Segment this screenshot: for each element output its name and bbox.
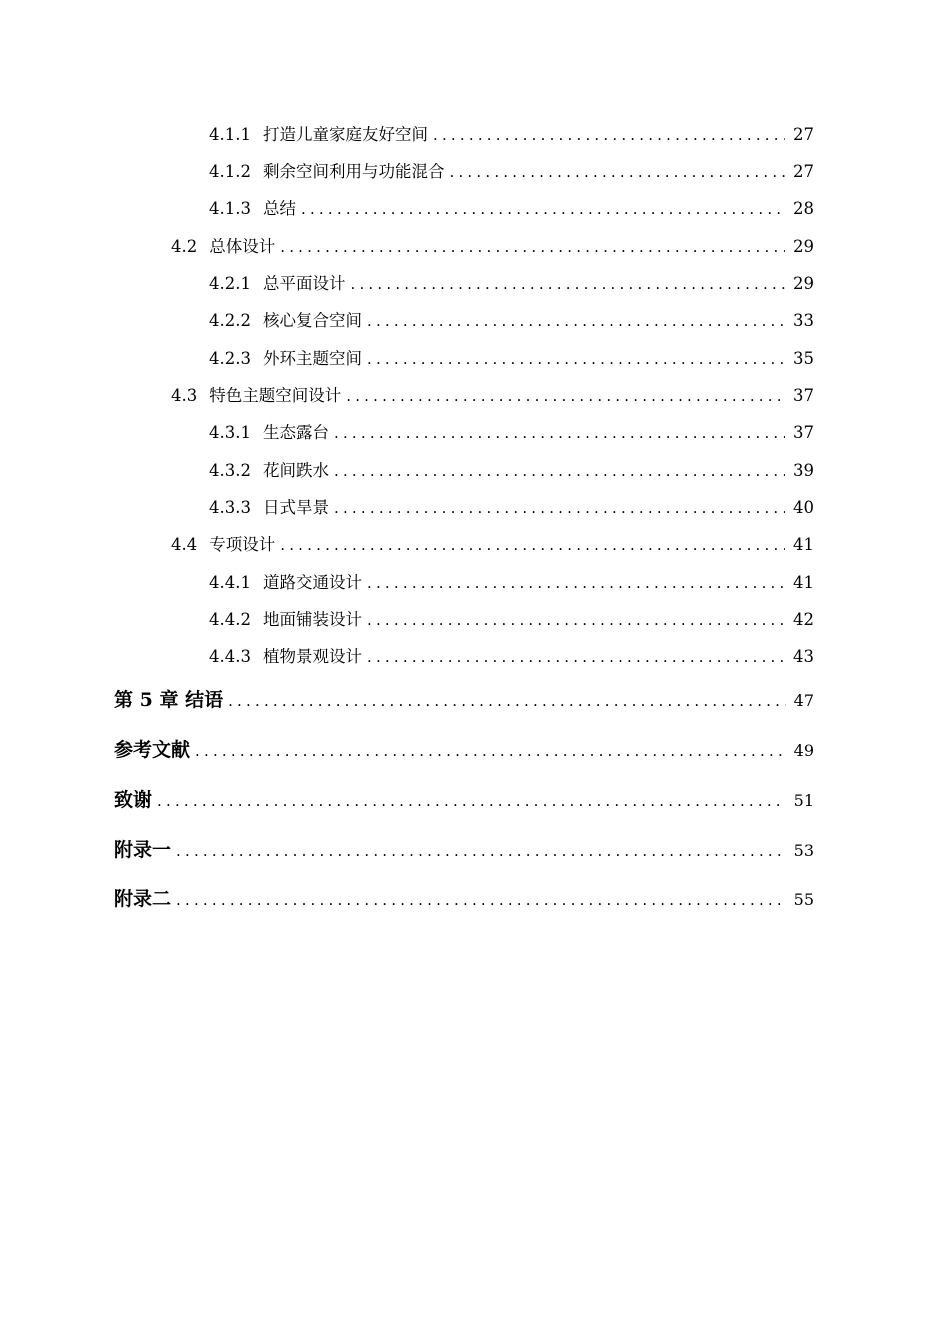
toc-title: 打造儿童家庭友好空间 bbox=[262, 125, 428, 144]
toc-title: 地面铺装设计 bbox=[262, 610, 362, 629]
toc-number: 4.1.3 bbox=[209, 199, 251, 218]
toc-page-number: 35 bbox=[793, 349, 814, 368]
toc-title: 附录二 bbox=[114, 888, 172, 910]
toc-page-number: 51 bbox=[793, 791, 814, 810]
toc-number: 4.2.3 bbox=[209, 349, 251, 368]
toc-entry-4-4-2[interactable] bbox=[209, 606, 814, 630]
toc-title: 总平面设计 bbox=[262, 274, 346, 293]
toc-leader-dots bbox=[176, 891, 786, 909]
toc-title: 特色主题空间设计 bbox=[209, 386, 342, 405]
toc-number: 4.2 bbox=[171, 237, 198, 256]
toc-title: 核心复合空间 bbox=[262, 311, 362, 330]
toc-leader-dots bbox=[334, 424, 785, 442]
toc-leader-dots bbox=[367, 350, 785, 368]
toc-number: 4.4.3 bbox=[209, 647, 251, 666]
toc-page-number: 43 bbox=[793, 647, 814, 666]
toc-number: 4.1.2 bbox=[209, 162, 251, 181]
toc-page-number: 49 bbox=[793, 741, 814, 760]
toc-entry-4-4[interactable] bbox=[171, 531, 814, 555]
toc-entry-4-3-2[interactable] bbox=[209, 457, 814, 481]
toc-title: 总结 bbox=[262, 199, 296, 218]
toc-leader-dots bbox=[334, 462, 785, 480]
toc-entry-4-2[interactable] bbox=[171, 233, 814, 257]
toc-entry-4-1-2[interactable] bbox=[209, 158, 814, 182]
toc-leader-dots bbox=[367, 574, 785, 592]
toc-entry-chapter-5[interactable] bbox=[114, 685, 814, 712]
toc-title: 生态露台 bbox=[262, 423, 329, 442]
toc-leader-dots bbox=[346, 387, 785, 405]
toc-page-number: 28 bbox=[793, 199, 814, 218]
toc-entry-references[interactable] bbox=[114, 735, 814, 762]
toc-page-number: 29 bbox=[793, 274, 814, 293]
toc-title: 专项设计 bbox=[209, 535, 276, 554]
toc-number: 4.3.1 bbox=[209, 423, 251, 442]
toc-title: 植物景观设计 bbox=[262, 647, 362, 666]
toc-page-number: 37 bbox=[793, 386, 814, 405]
toc-number: 4.3.3 bbox=[209, 498, 251, 517]
toc-entry-4-2-3[interactable] bbox=[209, 345, 814, 369]
toc-leader-dots bbox=[157, 792, 786, 810]
toc-page-number: 40 bbox=[793, 498, 814, 517]
toc-leader-dots bbox=[449, 163, 785, 181]
toc-leader-dots bbox=[280, 536, 785, 554]
toc-number: 4.1.1 bbox=[209, 125, 251, 144]
toc-title: 附录一 bbox=[114, 839, 172, 861]
toc-number: 4.4.1 bbox=[209, 573, 251, 592]
toc-entry-4-3-1[interactable] bbox=[209, 419, 814, 443]
toc-page-number: 27 bbox=[793, 125, 814, 144]
toc-title: 外环主题空间 bbox=[262, 349, 362, 368]
toc-entry-4-4-3[interactable] bbox=[209, 643, 814, 667]
toc-title: 剩余空间利用与功能混合 bbox=[262, 162, 445, 181]
toc-entry-4-1-3[interactable] bbox=[209, 195, 814, 219]
toc-page-number: 53 bbox=[793, 841, 814, 860]
toc-leader-dots bbox=[367, 648, 785, 666]
toc-entry-4-1-1[interactable] bbox=[209, 121, 814, 145]
toc-number: 4.4 bbox=[171, 535, 198, 554]
toc-entry-4-4-1[interactable] bbox=[209, 569, 814, 593]
toc-number: 4.2.2 bbox=[209, 311, 251, 330]
toc-entry-4-3-3[interactable] bbox=[209, 494, 814, 518]
toc-number: 4.2.1 bbox=[209, 274, 251, 293]
toc-number: 4.3 bbox=[171, 386, 198, 405]
toc-leader-dots bbox=[176, 842, 786, 860]
toc-page-number: 29 bbox=[793, 237, 814, 256]
toc-page-number: 41 bbox=[793, 573, 814, 592]
toc-entry-4-2-1[interactable] bbox=[209, 270, 814, 294]
toc-leader-dots bbox=[350, 275, 785, 293]
toc-title: 第 5 章 结语 bbox=[114, 689, 224, 711]
toc-title: 日式旱景 bbox=[262, 498, 329, 517]
toc-page-number: 33 bbox=[793, 311, 814, 330]
toc-page-number: 41 bbox=[793, 535, 814, 554]
toc-page-number: 47 bbox=[793, 691, 814, 710]
toc-leader-dots bbox=[367, 611, 785, 629]
toc-entry-4-2-2[interactable] bbox=[209, 307, 814, 331]
toc-number: 4.3.2 bbox=[209, 461, 251, 480]
toc-entry-4-3[interactable] bbox=[171, 382, 814, 406]
toc-page-number: 27 bbox=[793, 162, 814, 181]
toc-number: 4.4.2 bbox=[209, 610, 251, 629]
toc-leader-dots bbox=[433, 126, 785, 144]
toc-entry-appendix-1[interactable] bbox=[114, 835, 814, 862]
toc-title: 总体设计 bbox=[209, 237, 276, 256]
toc-leader-dots bbox=[301, 200, 785, 218]
toc-title: 致谢 bbox=[114, 789, 153, 811]
toc-page-number: 55 bbox=[793, 890, 814, 909]
toc-page-number: 42 bbox=[793, 610, 814, 629]
toc-entry-acknowledgements[interactable] bbox=[114, 785, 814, 812]
toc-title: 花间跌水 bbox=[262, 461, 329, 480]
toc-title: 参考文献 bbox=[114, 739, 191, 761]
toc-page-number: 39 bbox=[793, 461, 814, 480]
toc-leader-dots bbox=[367, 312, 785, 330]
toc-leader-dots bbox=[195, 742, 786, 760]
toc-title: 道路交通设计 bbox=[262, 573, 362, 592]
toc-leader-dots bbox=[280, 238, 785, 256]
toc-entry-appendix-2[interactable] bbox=[114, 884, 814, 911]
toc-leader-dots bbox=[334, 499, 785, 517]
toc-page-number: 37 bbox=[793, 423, 814, 442]
toc-leader-dots bbox=[228, 692, 786, 710]
